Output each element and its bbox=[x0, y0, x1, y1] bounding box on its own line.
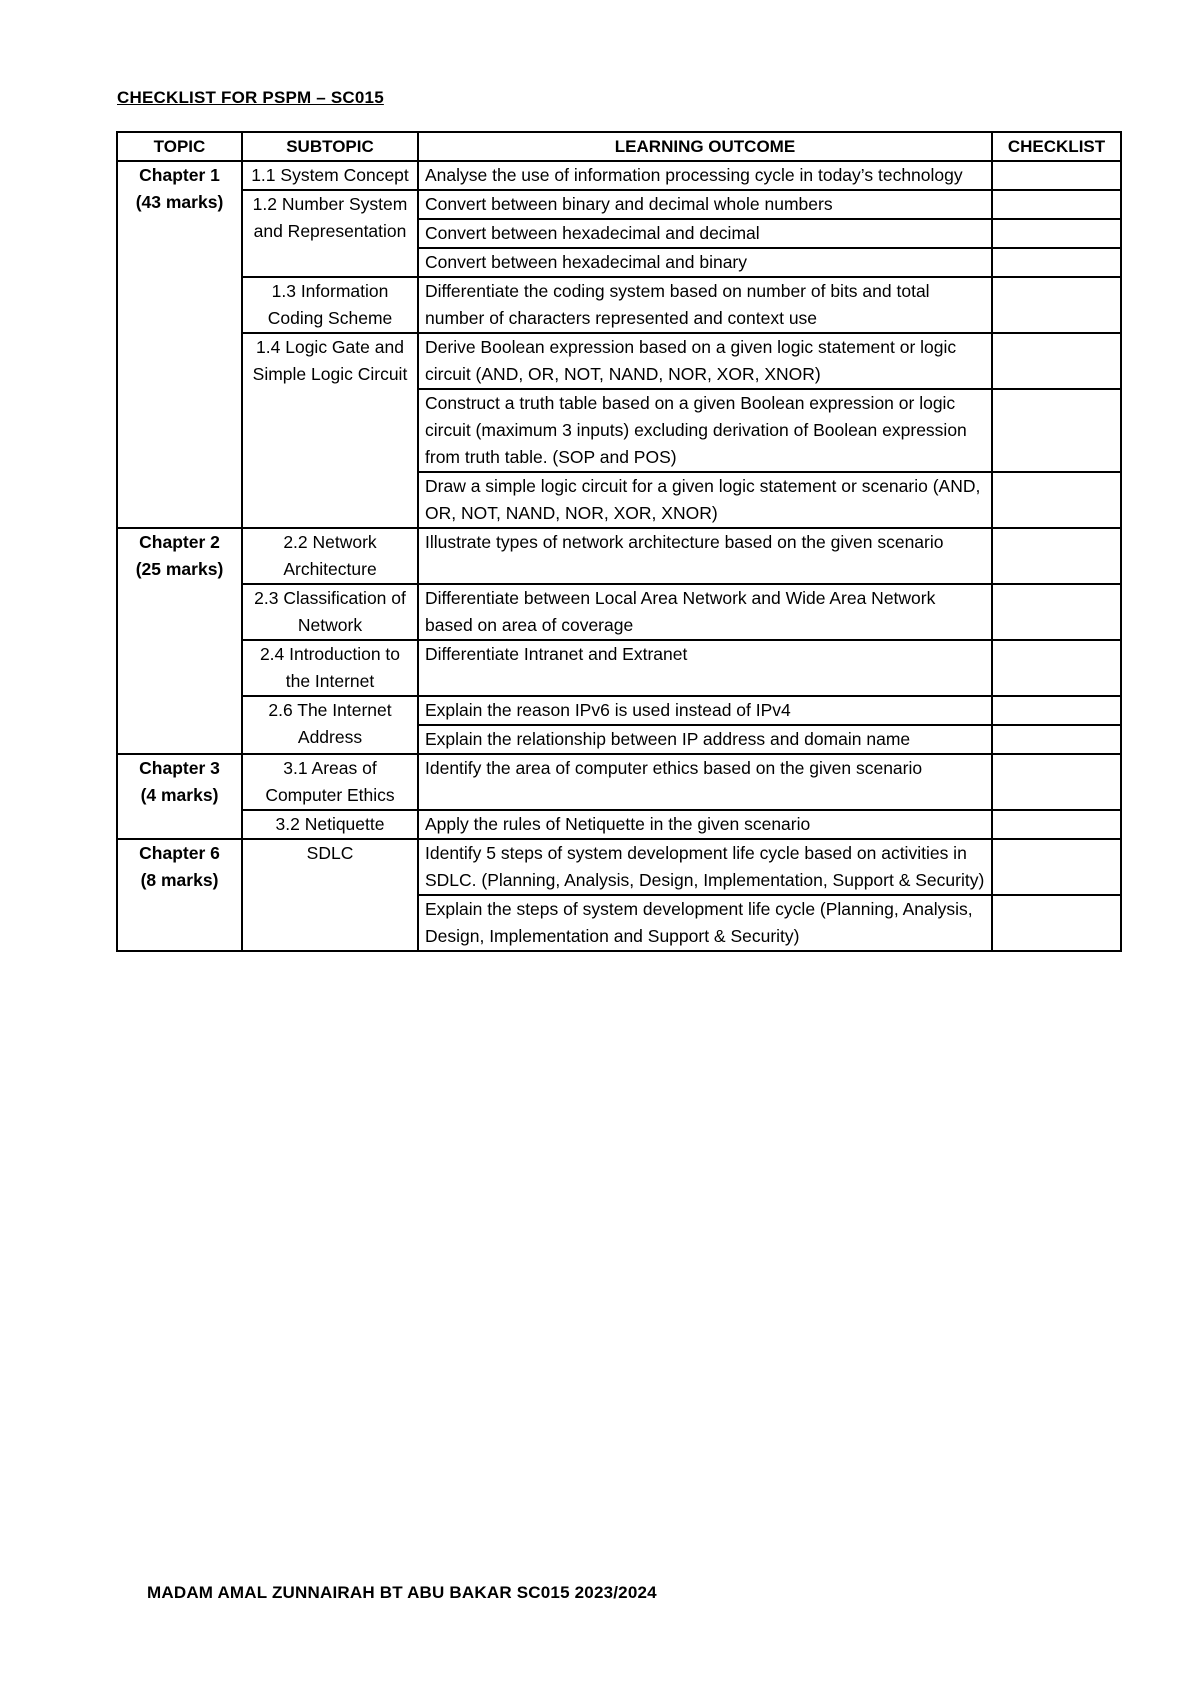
learning-outcome-cell: Differentiate the coding system based on number of bits and total number of characters represented and context use bbox=[418, 277, 992, 333]
page-footer: MADAM AMAL ZUNNAIRAH BT ABU BAKAR SC015 2023/2024 bbox=[147, 1583, 657, 1602]
learning-outcome-cell: Identify the area of computer ethics based on the given scenario bbox=[418, 754, 992, 810]
chapter-cell bbox=[117, 754, 242, 839]
checklist-cell[interactable] bbox=[992, 725, 1121, 754]
learning-outcome-cell: Draw a simple logic circuit for a given logic statement or scenario (AND, OR, NOT, NAND, NOR, XOR, XNOR) bbox=[418, 472, 992, 528]
chapter-cell bbox=[117, 161, 242, 528]
checklist-cell[interactable] bbox=[992, 161, 1121, 190]
table-row bbox=[117, 584, 1121, 640]
table-row bbox=[117, 839, 1121, 895]
chapter-cell bbox=[117, 839, 242, 951]
checklist-cell[interactable] bbox=[992, 839, 1121, 895]
subtopic-cell: 3.1 Areas of Computer Ethics bbox=[242, 754, 418, 810]
chapter-name: Chapter 2 bbox=[139, 532, 220, 552]
header-learning-outcome: LEARNING OUTCOME bbox=[418, 132, 992, 161]
subtopic-cell: 2.2 Network Architecture bbox=[242, 528, 418, 584]
table-row bbox=[117, 528, 1121, 584]
learning-outcome-cell: Identify 5 steps of system development life cycle based on activities in SDLC. (Planning, Analysis, Design, Implementation, Support & Security) bbox=[418, 839, 992, 895]
chapter-cell bbox=[117, 528, 242, 754]
learning-outcome-cell: Illustrate types of network architecture based on the given scenario bbox=[418, 528, 992, 584]
checklist-cell[interactable] bbox=[992, 584, 1121, 640]
subtopic-cell: 1.3 Information Coding Scheme bbox=[242, 277, 418, 333]
chapter-marks: (8 marks) bbox=[140, 870, 219, 890]
checklist-cell[interactable] bbox=[992, 219, 1121, 248]
subtopic-cell: SDLC bbox=[242, 839, 418, 951]
learning-outcome-cell: Explain the steps of system development life cycle (Planning, Analysis, Design, Implementation and Support & Security) bbox=[418, 895, 992, 951]
chapter-marks: (43 marks) bbox=[135, 192, 224, 212]
checklist-cell[interactable] bbox=[992, 248, 1121, 277]
checklist-table bbox=[116, 131, 1122, 952]
subtopic-cell: 1.2 Number System and Representation bbox=[242, 190, 418, 277]
table-row bbox=[117, 810, 1121, 839]
checklist-cell[interactable] bbox=[992, 696, 1121, 725]
checklist-cell[interactable] bbox=[992, 640, 1121, 696]
learning-outcome-cell: Apply the rules of Netiquette in the given scenario bbox=[418, 810, 992, 839]
table-row bbox=[117, 161, 1121, 190]
checklist-cell[interactable] bbox=[992, 472, 1121, 528]
subtopic-cell: 3.2 Netiquette bbox=[242, 810, 418, 839]
page-title: CHECKLIST FOR PSPM – SC015 bbox=[117, 88, 384, 107]
checklist-cell[interactable] bbox=[992, 754, 1121, 810]
checklist-cell[interactable] bbox=[992, 810, 1121, 839]
checklist-cell[interactable] bbox=[992, 277, 1121, 333]
chapter-marks: (4 marks) bbox=[140, 785, 219, 805]
subtopic-cell: 2.4 Introduction to the Internet bbox=[242, 640, 418, 696]
header-subtopic: SUBTOPIC bbox=[242, 132, 418, 161]
header-topic: TOPIC bbox=[117, 132, 242, 161]
learning-outcome-cell: Analyse the use of information processing cycle in today’s technology bbox=[418, 161, 992, 190]
table-row bbox=[117, 333, 1121, 389]
learning-outcome-cell: Differentiate between Local Area Network and Wide Area Network based on area of coverage bbox=[418, 584, 992, 640]
learning-outcome-cell: Differentiate Intranet and Extranet bbox=[418, 640, 992, 696]
table-row bbox=[117, 190, 1121, 219]
learning-outcome-cell: Convert between binary and decimal whole numbers bbox=[418, 190, 992, 219]
checklist-cell[interactable] bbox=[992, 895, 1121, 951]
subtopic-cell: 2.3 Classification of Network bbox=[242, 584, 418, 640]
subtopic-cell: 1.1 System Concept bbox=[242, 161, 418, 190]
learning-outcome-cell: Convert between hexadecimal and binary bbox=[418, 248, 992, 277]
subtopic-cell: 1.4 Logic Gate and Simple Logic Circuit bbox=[242, 333, 418, 528]
table-row bbox=[117, 696, 1121, 725]
checklist-cell[interactable] bbox=[992, 190, 1121, 219]
checklist-cell[interactable] bbox=[992, 528, 1121, 584]
header-checklist: CHECKLIST bbox=[992, 132, 1121, 161]
chapter-marks: (25 marks) bbox=[135, 559, 224, 579]
checklist-cell[interactable] bbox=[992, 389, 1121, 472]
checklist-cell[interactable] bbox=[992, 333, 1121, 389]
chapter-name: Chapter 6 bbox=[139, 843, 220, 863]
table-row bbox=[117, 640, 1121, 696]
table-row bbox=[117, 277, 1121, 333]
learning-outcome-cell: Derive Boolean expression based on a given logic statement or logic circuit (AND, OR, NOT, NAND, NOR, XOR, XNOR) bbox=[418, 333, 992, 389]
learning-outcome-cell: Explain the relationship between IP address and domain name bbox=[418, 725, 992, 754]
header-row bbox=[117, 132, 1121, 161]
chapter-name: Chapter 3 bbox=[139, 758, 220, 778]
chapter-name: Chapter 1 bbox=[139, 165, 220, 185]
learning-outcome-cell: Construct a truth table based on a given Boolean expression or logic circuit (maximum 3 inputs) excluding derivation of Boolean expression from truth table. (SOP and POS) bbox=[418, 389, 992, 472]
table-row bbox=[117, 754, 1121, 810]
learning-outcome-cell: Convert between hexadecimal and decimal bbox=[418, 219, 992, 248]
subtopic-cell: 2.6 The Internet Address bbox=[242, 696, 418, 754]
learning-outcome-cell: Explain the reason IPv6 is used instead of IPv4 bbox=[418, 696, 992, 725]
